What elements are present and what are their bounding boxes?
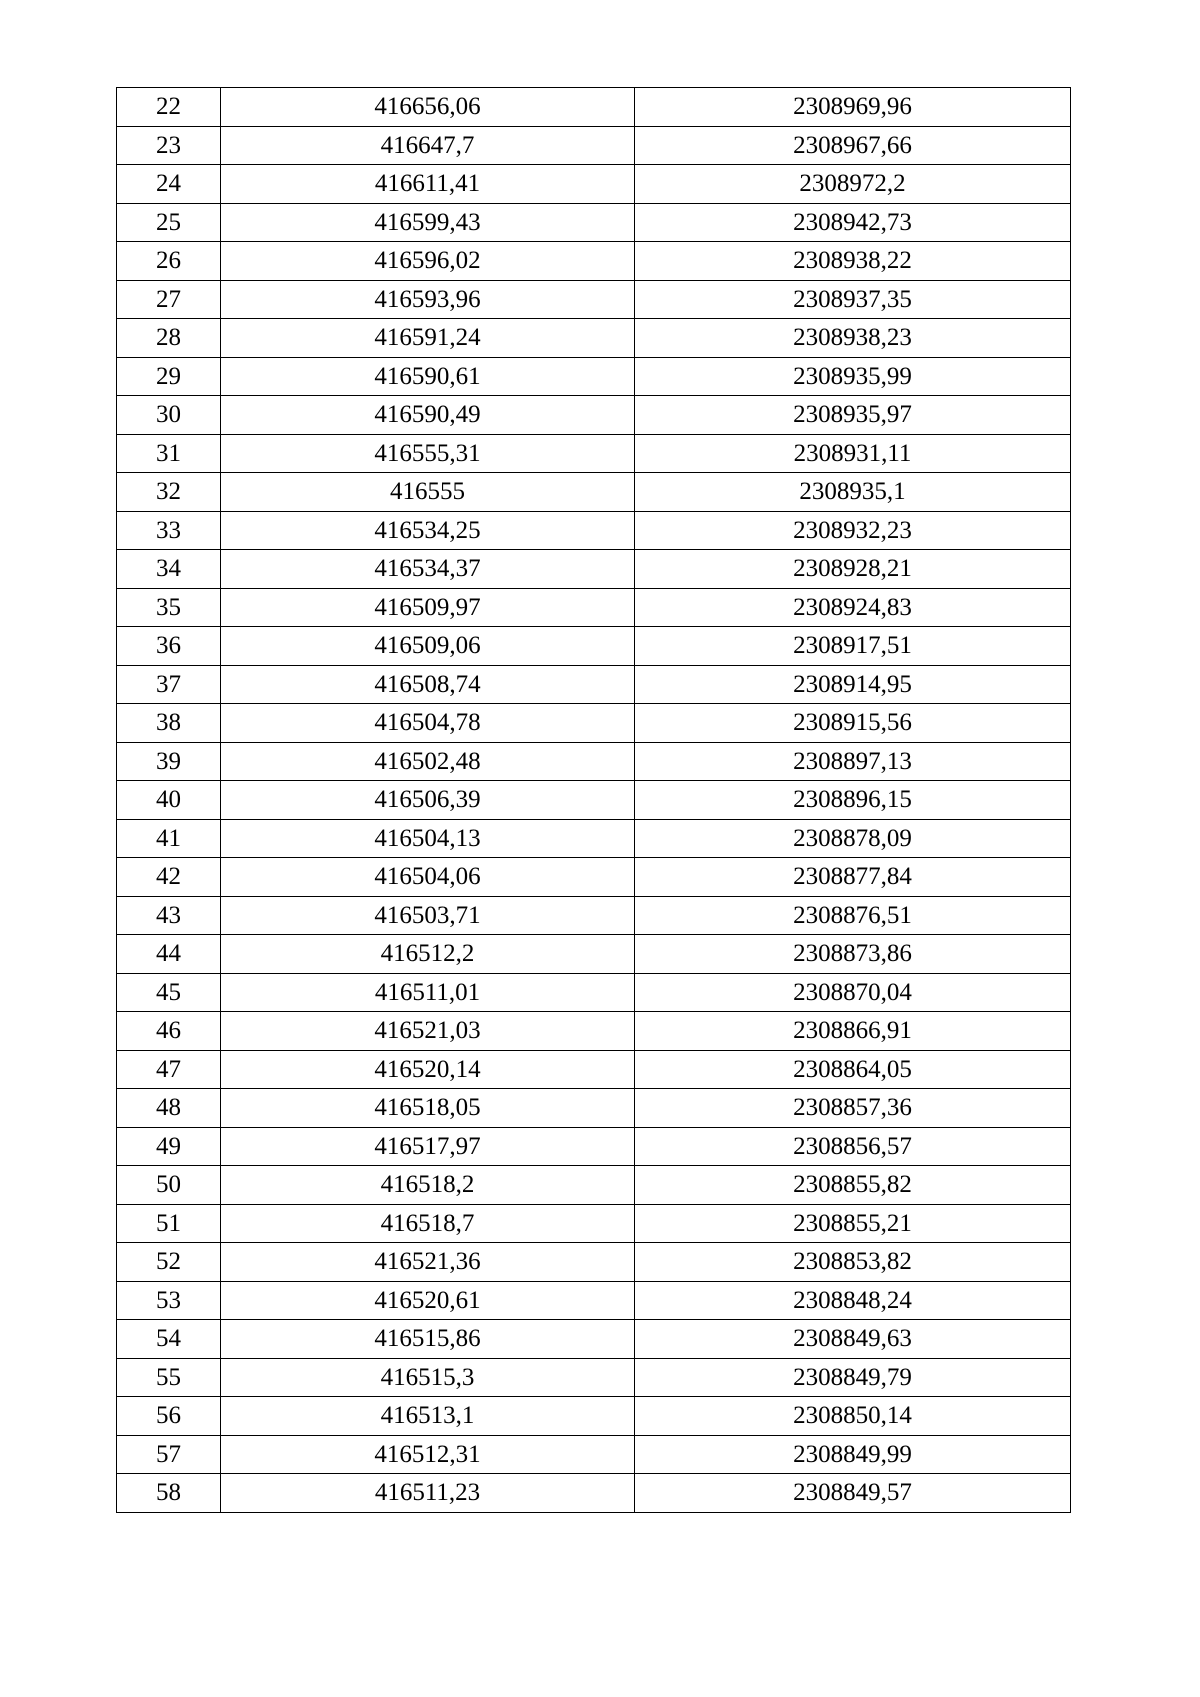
point-number-cell: 33 bbox=[117, 511, 221, 550]
y-coordinate-cell: 2308897,13 bbox=[635, 742, 1071, 781]
point-number-cell: 43 bbox=[117, 896, 221, 935]
x-coordinate-cell: 416611,41 bbox=[221, 165, 635, 204]
table-row bbox=[117, 781, 1071, 820]
y-coordinate-cell: 2308864,05 bbox=[635, 1050, 1071, 1089]
x-coordinate-cell: 416593,96 bbox=[221, 280, 635, 319]
table-row bbox=[117, 165, 1071, 204]
x-coordinate-cell: 416518,2 bbox=[221, 1166, 635, 1205]
x-coordinate-cell: 416591,24 bbox=[221, 319, 635, 358]
point-number-cell: 25 bbox=[117, 203, 221, 242]
y-coordinate-cell: 2308935,99 bbox=[635, 357, 1071, 396]
table-row bbox=[117, 588, 1071, 627]
point-number-cell: 50 bbox=[117, 1166, 221, 1205]
point-number-cell: 38 bbox=[117, 704, 221, 743]
point-number-cell: 45 bbox=[117, 973, 221, 1012]
table-row bbox=[117, 242, 1071, 281]
y-coordinate-cell: 2308866,91 bbox=[635, 1012, 1071, 1051]
table-row bbox=[117, 1050, 1071, 1089]
table-row bbox=[117, 742, 1071, 781]
point-number-cell: 32 bbox=[117, 473, 221, 512]
y-coordinate-cell: 2308849,79 bbox=[635, 1358, 1071, 1397]
table-row bbox=[117, 1127, 1071, 1166]
table-row bbox=[117, 896, 1071, 935]
table-row bbox=[117, 357, 1071, 396]
point-number-cell: 37 bbox=[117, 665, 221, 704]
coordinates-table bbox=[116, 87, 1071, 1513]
x-coordinate-cell: 416504,13 bbox=[221, 819, 635, 858]
x-coordinate-cell: 416504,06 bbox=[221, 858, 635, 897]
y-coordinate-cell: 2308938,22 bbox=[635, 242, 1071, 281]
coordinates-table-body bbox=[117, 88, 1071, 1513]
point-number-cell: 56 bbox=[117, 1397, 221, 1436]
y-coordinate-cell: 2308849,99 bbox=[635, 1435, 1071, 1474]
x-coordinate-cell: 416506,39 bbox=[221, 781, 635, 820]
point-number-cell: 53 bbox=[117, 1281, 221, 1320]
x-coordinate-cell: 416511,01 bbox=[221, 973, 635, 1012]
point-number-cell: 39 bbox=[117, 742, 221, 781]
point-number-cell: 51 bbox=[117, 1204, 221, 1243]
table-row bbox=[117, 935, 1071, 974]
y-coordinate-cell: 2308855,82 bbox=[635, 1166, 1071, 1205]
x-coordinate-cell: 416521,36 bbox=[221, 1243, 635, 1282]
x-coordinate-cell: 416590,49 bbox=[221, 396, 635, 435]
table-row bbox=[117, 434, 1071, 473]
point-number-cell: 46 bbox=[117, 1012, 221, 1051]
y-coordinate-cell: 2308849,57 bbox=[635, 1474, 1071, 1513]
x-coordinate-cell: 416656,06 bbox=[221, 88, 635, 127]
y-coordinate-cell: 2308878,09 bbox=[635, 819, 1071, 858]
y-coordinate-cell: 2308924,83 bbox=[635, 588, 1071, 627]
point-number-cell: 47 bbox=[117, 1050, 221, 1089]
point-number-cell: 28 bbox=[117, 319, 221, 358]
point-number-cell: 31 bbox=[117, 434, 221, 473]
point-number-cell: 54 bbox=[117, 1320, 221, 1359]
table-row bbox=[117, 319, 1071, 358]
y-coordinate-cell: 2308857,36 bbox=[635, 1089, 1071, 1128]
point-number-cell: 27 bbox=[117, 280, 221, 319]
point-number-cell: 58 bbox=[117, 1474, 221, 1513]
y-coordinate-cell: 2308856,57 bbox=[635, 1127, 1071, 1166]
y-coordinate-cell: 2308937,35 bbox=[635, 280, 1071, 319]
table-row bbox=[117, 88, 1071, 127]
table-row bbox=[117, 665, 1071, 704]
point-number-cell: 22 bbox=[117, 88, 221, 127]
point-number-cell: 23 bbox=[117, 126, 221, 165]
y-coordinate-cell: 2308877,84 bbox=[635, 858, 1071, 897]
x-coordinate-cell: 416511,23 bbox=[221, 1474, 635, 1513]
table-row bbox=[117, 704, 1071, 743]
y-coordinate-cell: 2308873,86 bbox=[635, 935, 1071, 974]
x-coordinate-cell: 416534,25 bbox=[221, 511, 635, 550]
y-coordinate-cell: 2308969,96 bbox=[635, 88, 1071, 127]
y-coordinate-cell: 2308850,14 bbox=[635, 1397, 1071, 1436]
y-coordinate-cell: 2308938,23 bbox=[635, 319, 1071, 358]
x-coordinate-cell: 416521,03 bbox=[221, 1012, 635, 1051]
point-number-cell: 26 bbox=[117, 242, 221, 281]
y-coordinate-cell: 2308876,51 bbox=[635, 896, 1071, 935]
point-number-cell: 36 bbox=[117, 627, 221, 666]
x-coordinate-cell: 416520,14 bbox=[221, 1050, 635, 1089]
y-coordinate-cell: 2308870,04 bbox=[635, 973, 1071, 1012]
point-number-cell: 44 bbox=[117, 935, 221, 974]
x-coordinate-cell: 416555 bbox=[221, 473, 635, 512]
x-coordinate-cell: 416590,61 bbox=[221, 357, 635, 396]
x-coordinate-cell: 416513,1 bbox=[221, 1397, 635, 1436]
point-number-cell: 30 bbox=[117, 396, 221, 435]
y-coordinate-cell: 2308935,97 bbox=[635, 396, 1071, 435]
table-row bbox=[117, 858, 1071, 897]
table-row bbox=[117, 511, 1071, 550]
point-number-cell: 24 bbox=[117, 165, 221, 204]
y-coordinate-cell: 2308928,21 bbox=[635, 550, 1071, 589]
table-row bbox=[117, 280, 1071, 319]
table-row bbox=[117, 1358, 1071, 1397]
table-row bbox=[117, 1012, 1071, 1051]
x-coordinate-cell: 416518,7 bbox=[221, 1204, 635, 1243]
table-row bbox=[117, 1281, 1071, 1320]
y-coordinate-cell: 2308932,23 bbox=[635, 511, 1071, 550]
x-coordinate-cell: 416512,2 bbox=[221, 935, 635, 974]
table-row bbox=[117, 1320, 1071, 1359]
point-number-cell: 55 bbox=[117, 1358, 221, 1397]
point-number-cell: 29 bbox=[117, 357, 221, 396]
table-row bbox=[117, 1243, 1071, 1282]
x-coordinate-cell: 416515,3 bbox=[221, 1358, 635, 1397]
point-number-cell: 42 bbox=[117, 858, 221, 897]
point-number-cell: 34 bbox=[117, 550, 221, 589]
table-row bbox=[117, 1474, 1071, 1513]
x-coordinate-cell: 416647,7 bbox=[221, 126, 635, 165]
table-row bbox=[117, 973, 1071, 1012]
x-coordinate-cell: 416512,31 bbox=[221, 1435, 635, 1474]
x-coordinate-cell: 416503,71 bbox=[221, 896, 635, 935]
x-coordinate-cell: 416599,43 bbox=[221, 203, 635, 242]
y-coordinate-cell: 2308855,21 bbox=[635, 1204, 1071, 1243]
x-coordinate-cell: 416518,05 bbox=[221, 1089, 635, 1128]
y-coordinate-cell: 2308853,82 bbox=[635, 1243, 1071, 1282]
x-coordinate-cell: 416520,61 bbox=[221, 1281, 635, 1320]
y-coordinate-cell: 2308915,56 bbox=[635, 704, 1071, 743]
point-number-cell: 40 bbox=[117, 781, 221, 820]
y-coordinate-cell: 2308914,95 bbox=[635, 665, 1071, 704]
y-coordinate-cell: 2308896,15 bbox=[635, 781, 1071, 820]
point-number-cell: 41 bbox=[117, 819, 221, 858]
y-coordinate-cell: 2308931,11 bbox=[635, 434, 1071, 473]
table-row bbox=[117, 819, 1071, 858]
table-row bbox=[117, 627, 1071, 666]
table-row bbox=[117, 203, 1071, 242]
x-coordinate-cell: 416534,37 bbox=[221, 550, 635, 589]
table-row bbox=[117, 550, 1071, 589]
y-coordinate-cell: 2308972,2 bbox=[635, 165, 1071, 204]
point-number-cell: 57 bbox=[117, 1435, 221, 1474]
table-row bbox=[117, 1204, 1071, 1243]
point-number-cell: 49 bbox=[117, 1127, 221, 1166]
y-coordinate-cell: 2308849,63 bbox=[635, 1320, 1071, 1359]
x-coordinate-cell: 416555,31 bbox=[221, 434, 635, 473]
y-coordinate-cell: 2308967,66 bbox=[635, 126, 1071, 165]
table-row bbox=[117, 126, 1071, 165]
x-coordinate-cell: 416508,74 bbox=[221, 665, 635, 704]
point-number-cell: 35 bbox=[117, 588, 221, 627]
x-coordinate-cell: 416509,97 bbox=[221, 588, 635, 627]
table-row bbox=[117, 396, 1071, 435]
x-coordinate-cell: 416509,06 bbox=[221, 627, 635, 666]
x-coordinate-cell: 416517,97 bbox=[221, 1127, 635, 1166]
x-coordinate-cell: 416504,78 bbox=[221, 704, 635, 743]
table-row bbox=[117, 1089, 1071, 1128]
x-coordinate-cell: 416515,86 bbox=[221, 1320, 635, 1359]
point-number-cell: 52 bbox=[117, 1243, 221, 1282]
y-coordinate-cell: 2308917,51 bbox=[635, 627, 1071, 666]
y-coordinate-cell: 2308848,24 bbox=[635, 1281, 1071, 1320]
point-number-cell: 48 bbox=[117, 1089, 221, 1128]
y-coordinate-cell: 2308935,1 bbox=[635, 473, 1071, 512]
y-coordinate-cell: 2308942,73 bbox=[635, 203, 1071, 242]
x-coordinate-cell: 416502,48 bbox=[221, 742, 635, 781]
table-row bbox=[117, 473, 1071, 512]
table-row bbox=[117, 1397, 1071, 1436]
table-row bbox=[117, 1166, 1071, 1205]
table-row bbox=[117, 1435, 1071, 1474]
x-coordinate-cell: 416596,02 bbox=[221, 242, 635, 281]
